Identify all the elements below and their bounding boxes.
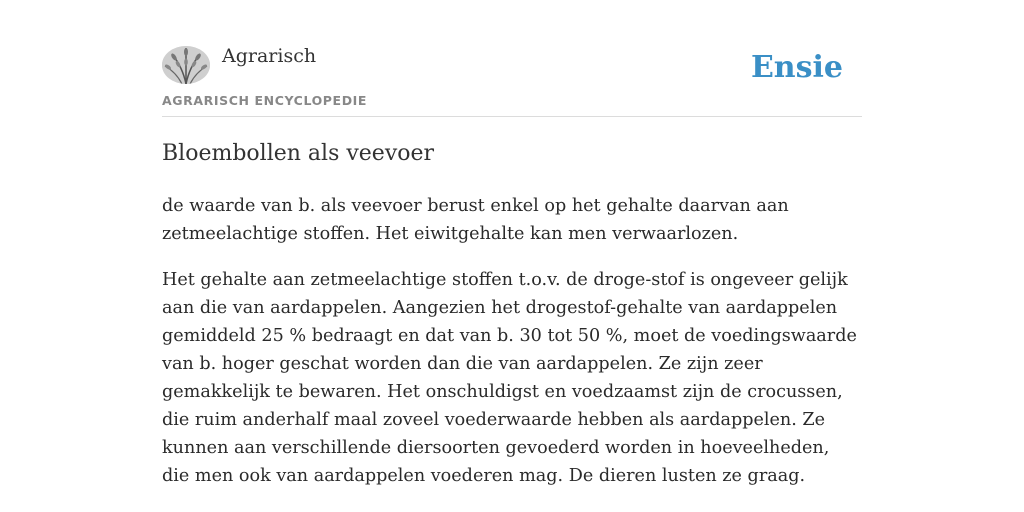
header [162,0,862,117]
wheat-icon[interactable] [162,46,210,84]
ensie-logo[interactable]: Ensie [750,50,843,85]
encyclopedia-label: AGRARISCH ENCYCLOPEDIE [162,93,368,108]
article-body [162,192,862,508]
article-title: Bloembollen als veevoer [162,141,435,166]
article-paragraph: Het gehalte aan zetmeelachtige stoffen t.o.v. de droge-stof is ongeveer gelijk aan die van aardappelen. Aangezien het drogestof-gehalte van aardappelen gemiddeld 25 % bedraagt en dat van b. 30 tot 50 %, moet de voedingswaarde van b. hoger geschat worden dan die van aardappelen. Ze zijn zeer gemakkelijk te bewaren. Het onschuldigst en voedzaamst zijn de crocussen, die ruim anderhalf maal zoveel voederwaarde hebben als aardappelen. Ze kunnen aan verschillende diersoorten gevoederd worden in hoeveelheden, die men ook van aardappelen voederen mag. De dieren lusten ze graag. [162,270,857,486]
source-name[interactable]: Agrarisch [222,45,317,67]
page-container [162,0,862,486]
article-paragraph: de waarde van b. als veevoer berust enkel op het gehalte daarvan aan zetmeelachtige stoffen. Het eiwitgehalte kan men verwaarlozen. [162,196,789,244]
